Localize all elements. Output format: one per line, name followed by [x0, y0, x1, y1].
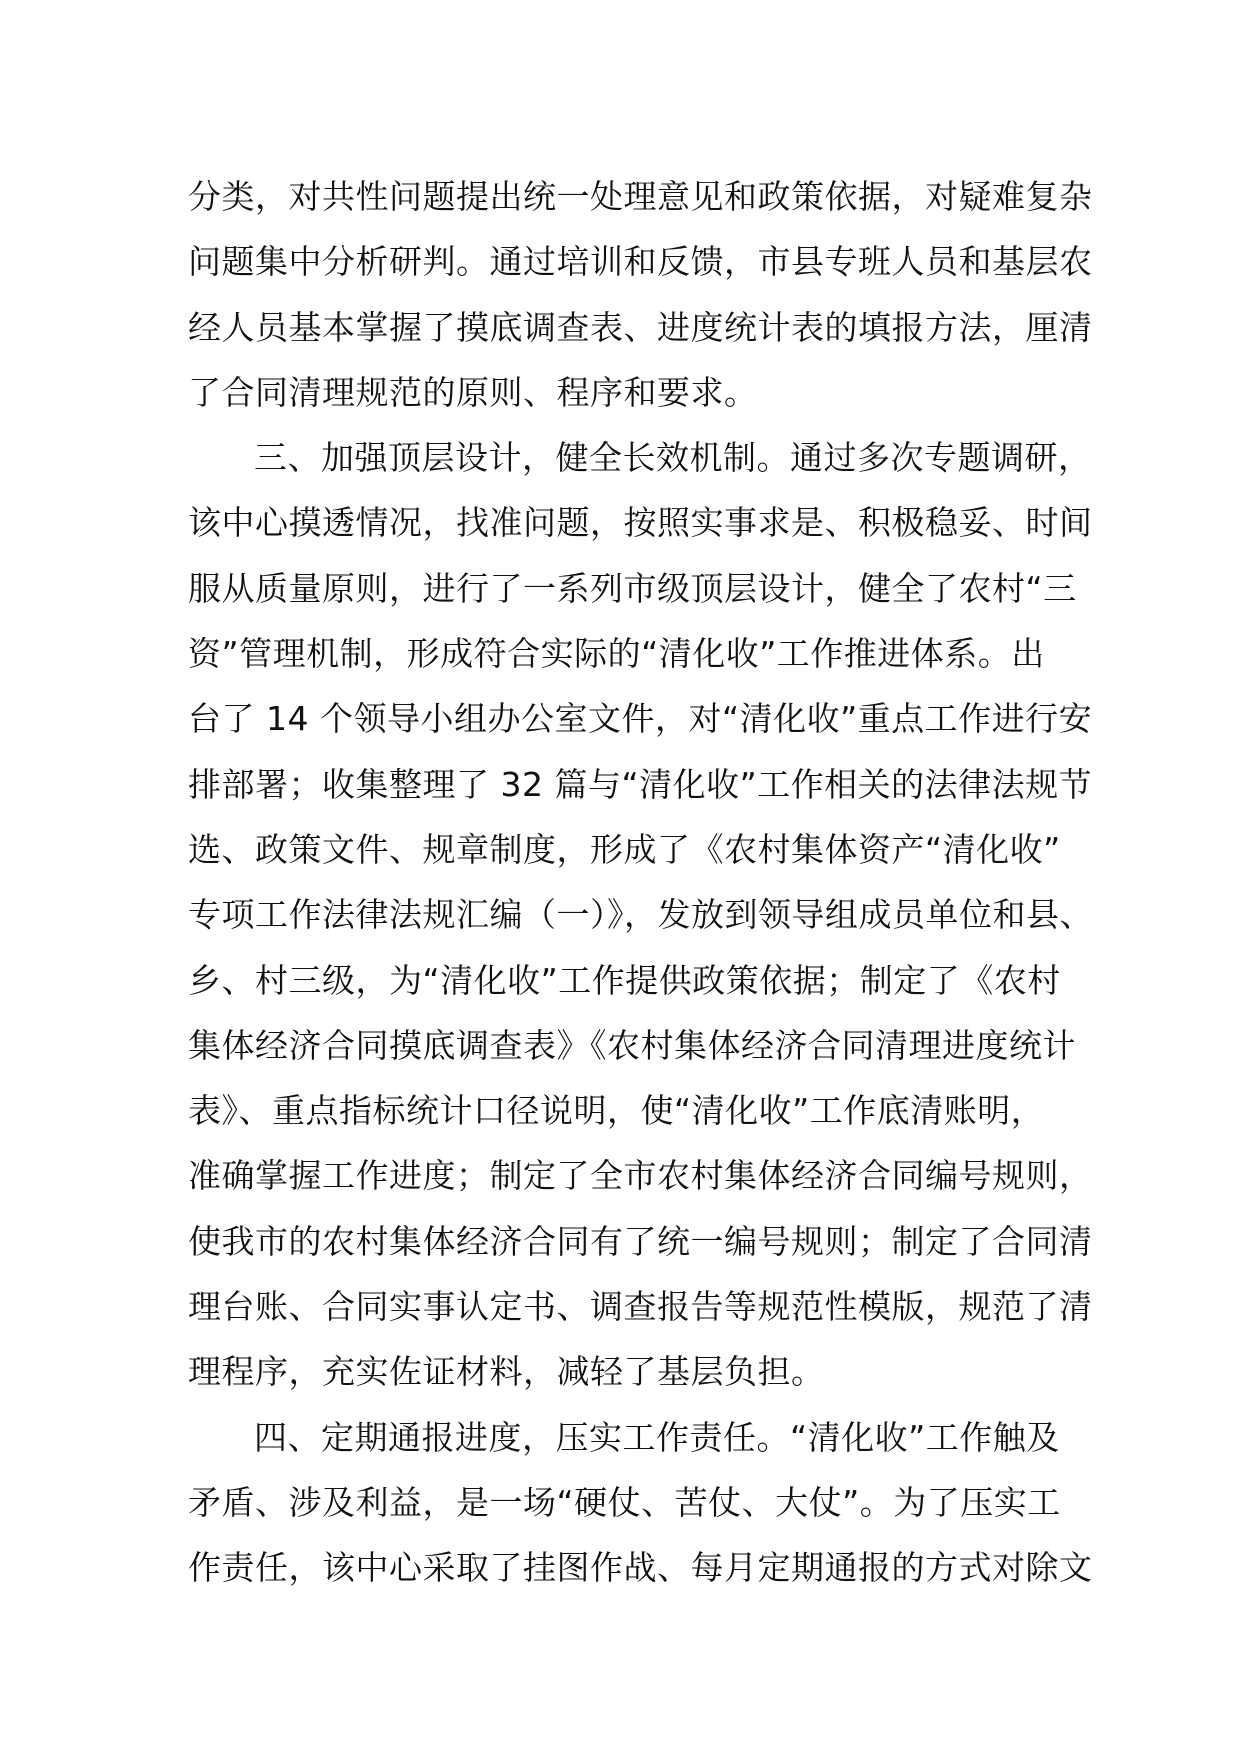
- text-line: 服从质量原则，进行了一系列市级顶层设计，健全了农村“三: [188, 568, 1077, 608]
- text-line: 集体经济合同摸底调查表》《农村集体经济合同清理进度统计: [188, 1025, 1076, 1065]
- text-line: 乡、村三级，为“清化收”工作提供政策依据；制定了《农村: [188, 960, 1061, 1000]
- text-line: 该中心摸透情况，找准问题，按照实事求是、积极稳妥、时间: [188, 503, 1093, 543]
- text-line: 专项工作法律法规汇编（一）》，发放到领导组成员单位和县、: [188, 895, 1093, 935]
- text-line: 理程序，充实佐证材料，减轻了基层负担。: [188, 1352, 825, 1392]
- text-line: 作责任，该中心采取了挂图作战、每月定期通报的方式对除文: [188, 1548, 1093, 1588]
- text-line: 准确掌握工作进度；制定了全市农村集体经济合同编号规则，: [188, 1156, 1093, 1196]
- section-heading-line: 三、加强顶层设计，健全长效机制。通过多次专题调研，: [254, 438, 1092, 478]
- text-line: 分类，对共性问题提出统一处理意见和政策依据，对疑难复杂: [188, 177, 1093, 216]
- text-line: 选、政策文件、规章制度，形成了《农村集体资产“清化收”: [188, 829, 1061, 869]
- text-line: 排部署；收集整理了 32 篇与“清化收”工作相关的法律法规节: [188, 764, 1093, 804]
- text-line: 使我市的农村集体经济合同有了统一编号规则；制定了合同清: [188, 1221, 1093, 1261]
- text-line: 问题集中分析研判。通过培训和反馈，市县专班人员和基层农: [188, 242, 1093, 282]
- section-heading-line: 四、定期通报进度，压实工作责任。“清化收”工作触及: [254, 1417, 1060, 1457]
- text-line: 矛盾、涉及利益，是一场“硬仗、苦仗、大仗”。为了压实工: [188, 1482, 1061, 1522]
- body-text: [188, 164, 1093, 1601]
- text-line: 了合同清理规范的原则、程序和要求。: [188, 372, 758, 412]
- text-line: 表》、重点指标统计口径说明，使“清化收”工作底清账明，: [188, 1091, 1045, 1131]
- text-line: 经人员基本掌握了摸底调查表、进度统计表的填报方法，厘清: [188, 307, 1093, 347]
- text-line: 台了 14 个领导小组办公室文件，对“清化收”重点工作进行安: [188, 699, 1093, 739]
- text-line: 资”管理机制，形成符合实际的“清化收”工作推进体系。出: [188, 634, 1045, 674]
- text-line: 理台账、合同实事认定书、调查报告等规范性模版，规范了清: [188, 1287, 1093, 1327]
